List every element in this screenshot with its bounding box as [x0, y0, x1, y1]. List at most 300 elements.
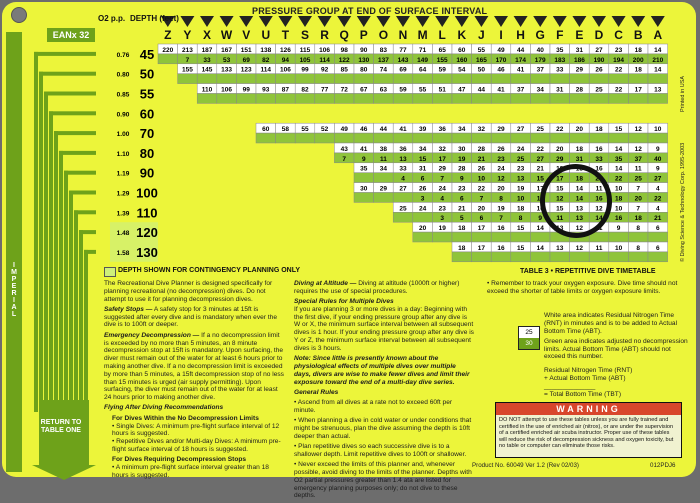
ndl-cell — [511, 74, 531, 84]
ndl-cell — [393, 212, 413, 222]
rnt-value: 14 — [575, 185, 584, 193]
column-arrow — [612, 16, 626, 27]
rnt-value: 33 — [556, 66, 564, 74]
rnt-value: 41 — [399, 126, 407, 134]
ndl-cell — [295, 133, 315, 143]
ndl-value: 10 — [516, 195, 525, 203]
rnt-value: 80 — [360, 66, 368, 74]
rnt-value: 16 — [595, 145, 603, 153]
ndl-cell — [589, 94, 609, 104]
rnt-value: 13 — [556, 244, 564, 252]
rnt-value: 25 — [399, 205, 407, 213]
ndl-value: 4 — [440, 195, 445, 203]
ndl-cell — [256, 94, 276, 104]
rnt-value: 114 — [260, 66, 272, 74]
ndl-value: 33 — [595, 155, 603, 163]
rnt-value: 15 — [516, 225, 525, 233]
ndl-cell — [511, 133, 531, 143]
rnt-value: 16 — [595, 165, 603, 173]
arrow-stripe-vertical — [39, 72, 43, 412]
ndl-cell — [374, 74, 394, 84]
rnt-value: 15 — [614, 126, 623, 134]
contingency-swatch — [104, 267, 116, 277]
column-arrow — [435, 16, 449, 27]
rnt-value: 22 — [614, 86, 623, 94]
ndl-value: 210 — [652, 56, 664, 64]
ndl-value: 13 — [516, 175, 525, 183]
ndl-value: 6 — [420, 175, 425, 183]
rnt-value: 36 — [399, 145, 407, 153]
ndl-value: 22 — [614, 175, 623, 183]
rnt-value: 20 — [575, 126, 584, 134]
rnt-value: 41 — [360, 145, 368, 153]
rnt-value: 31 — [556, 86, 564, 94]
column-arrow — [533, 16, 547, 27]
ndl-cell — [570, 133, 590, 143]
rnt-value: 9 — [616, 225, 621, 233]
pressure-group-letter: G — [535, 28, 545, 42]
rnt-value: 15 — [516, 244, 525, 252]
rnt-value: 14 — [654, 66, 662, 74]
rnt-value: 24 — [497, 165, 505, 173]
o2-value: 0.76 — [116, 51, 130, 59]
pressure-group-letter: T — [281, 28, 290, 42]
ndl-cell — [550, 133, 570, 143]
ndl-cell — [158, 54, 178, 64]
ndl-value: 10 — [477, 175, 486, 183]
ndl-cell — [628, 232, 648, 242]
rnt-value: 27 — [516, 126, 525, 134]
ndl-value: 29 — [556, 155, 564, 163]
ndl-value: 200 — [632, 56, 644, 64]
depth-value: 50 — [139, 66, 155, 82]
column-arrow — [200, 16, 214, 27]
arrow-stripe-vertical — [59, 151, 63, 412]
rnt-value: 46 — [360, 126, 368, 134]
ndl-cell — [354, 173, 374, 183]
ndl-cell — [393, 133, 413, 143]
ndl-value: 6 — [459, 195, 464, 203]
depth-value: 120 — [136, 225, 158, 241]
rnt-value: 123 — [240, 66, 252, 74]
ndl-cell — [628, 133, 648, 143]
contingency-note: DEPTH SHOWN FOR CONTINGENCY PLANNING ONLY — [118, 267, 301, 274]
ndl-cell — [472, 74, 492, 84]
ndl-cell — [452, 94, 472, 104]
ndl-cell — [472, 133, 492, 143]
ndl-value: 94 — [281, 56, 290, 64]
column-arrow — [631, 16, 645, 27]
ndl-cell — [530, 252, 550, 262]
rnt-value: 37 — [516, 86, 525, 94]
ndl-cell — [413, 74, 433, 84]
rnt-value: 93 — [262, 86, 270, 94]
rnt-value: 26 — [595, 66, 603, 74]
ndl-cell — [648, 94, 668, 104]
rnt-value: 19 — [556, 165, 564, 173]
rnt-value: 54 — [458, 66, 466, 74]
ndl-value: 21 — [654, 215, 662, 223]
arrow-stripe-vertical — [54, 131, 58, 412]
rnt-value: 19 — [438, 225, 446, 233]
rnt-value: 106 — [279, 66, 291, 74]
rnt-value: 55 — [477, 46, 486, 54]
ndl-value: 17 — [438, 155, 446, 163]
ndl-value: 14 — [595, 215, 603, 223]
rnt-value: 155 — [181, 66, 193, 74]
rnt-value: 41 — [497, 86, 505, 94]
ndl-value: 12 — [497, 175, 505, 183]
ndl-cell — [511, 232, 531, 242]
o2-value: 0.85 — [116, 91, 130, 99]
ndl-value: 16 — [614, 215, 623, 223]
rnt-value: 22 — [536, 145, 544, 153]
rnt-value: 10 — [614, 205, 623, 213]
text-column-1: The Recreational Dive Planner is designed specifically for planning recreational (no decompression) dives. Do not attempt to use it for planning decompression dives. Safety Stops — A safety stop for 3 minutes at 15ft is suggested after every dive and is mandatory when ever the dive is to 100ft or deeper. Emergency Decompression — If a no decompression limit is exceeded by no more than 5 minutes, an 8 minute decompression stop at 15ft is mandatory. Upon surfacing, the diver must remain out of the water for at least 6 hours prior to making another dive. If a no decompression limit is exceeded by more than 5 minutes, a 15ft decompression stop of no less than 15 minutes is urged (air supply permitting). Upon surfacing, the diver must remain out of the water for at least 24 hours prior to making another dive. Flying After Diving Recommendations For Dives Within the No Decompression Limits • Single Dives: A minimum pre-flight surface interval of 12 hours is suggested. • Repetitive Dives and/or Multi-day Dives: A minimum pre-flight surface interval of 18 hours is suggested. For Dives Requiring Decompression Stops • A minimum pre-flight surface interval greater than 18 hours is suggested. — [104, 280, 284, 479]
ndl-cell — [334, 74, 354, 84]
rnt-value: 6 — [655, 244, 660, 252]
o2-value: 1.19 — [116, 170, 130, 178]
pressure-group-letter: E — [575, 28, 584, 42]
ndl-cell — [236, 94, 256, 104]
rnt-value: 14 — [654, 46, 662, 54]
rnt-value: 43 — [340, 145, 348, 153]
rnt-value: 29 — [497, 126, 505, 134]
rnt-value: 26 — [477, 165, 486, 173]
ndl-value: 183 — [554, 56, 566, 64]
rnt-value: 13 — [575, 205, 584, 213]
arrow-stripe — [34, 52, 96, 56]
rnt-value: 20 — [418, 225, 427, 233]
ndl-cell — [511, 94, 531, 104]
return-arrow — [32, 400, 96, 480]
ndl-cell — [354, 94, 374, 104]
rnt-value: 39 — [418, 126, 427, 134]
ndl-cell — [609, 94, 629, 104]
ndl-cell — [491, 252, 511, 262]
pressure-group-letter: W — [220, 28, 233, 42]
rnt-value: 21 — [536, 165, 544, 173]
rnt-value: 99 — [301, 66, 309, 74]
rnt-value: 64 — [418, 66, 427, 74]
rnt-value: 26 — [418, 185, 427, 193]
pressure-group-letter: U — [261, 28, 271, 42]
o2-value: 1.00 — [116, 131, 130, 139]
o2-value: 0.90 — [116, 111, 130, 119]
ndl-value: 174 — [515, 56, 527, 64]
ndl-value: 69 — [242, 56, 250, 64]
ndl-cell — [374, 173, 394, 183]
rnt-value: 82 — [301, 86, 309, 94]
rnt-value: 67 — [360, 86, 368, 94]
rnt-value: 22 — [477, 185, 486, 193]
ndl-cell — [628, 74, 648, 84]
ndl-cell — [472, 94, 492, 104]
rnt-value: 106 — [221, 86, 233, 94]
rnt-value: 12 — [575, 244, 584, 252]
pressure-group-letter: A — [653, 28, 663, 42]
pressure-group-letter: Y — [183, 28, 192, 42]
rnt-value: 99 — [242, 86, 250, 94]
rnt-value: 9 — [655, 145, 660, 153]
ndl-cell — [197, 94, 217, 104]
ndl-cell — [628, 94, 648, 104]
ndl-cell — [374, 193, 394, 203]
rnt-value: 34 — [379, 165, 388, 173]
rnt-value: 92 — [320, 66, 329, 74]
rnt-value: 9 — [655, 165, 660, 173]
ndl-cell — [334, 133, 354, 143]
rnt-value: 85 — [340, 66, 348, 74]
table-title: TABLE 3 • REPETITIVE DIVE TIMETABLE — [520, 268, 656, 275]
column-arrow — [514, 16, 528, 27]
pressure-group-letter: L — [438, 28, 446, 42]
ndl-value: 3 — [420, 195, 425, 203]
ndl-value: 33 — [203, 56, 211, 64]
ndl-cell — [276, 94, 296, 104]
rnt-value: 77 — [399, 46, 407, 54]
rnt-value: 12 — [575, 225, 584, 233]
o2-value: 1.48 — [116, 230, 130, 238]
rnt-value: 11 — [595, 244, 603, 252]
pressure-group-letter: I — [499, 28, 503, 42]
ndl-value: 3 — [440, 215, 445, 223]
rnt-value: 7 — [636, 185, 641, 193]
rnt-value: 23 — [614, 46, 623, 54]
rnt-value: 16 — [497, 225, 505, 233]
ndl-cell — [550, 252, 570, 262]
ndl-cell — [491, 94, 511, 104]
ndl-cell — [236, 74, 256, 84]
ndl-cell — [472, 232, 492, 242]
arrow-stripe-vertical — [49, 111, 53, 412]
ndl-value: 15 — [536, 175, 544, 183]
rnt-value: 32 — [438, 145, 446, 153]
ndl-cell — [197, 74, 217, 84]
depth-value: 90 — [139, 165, 155, 181]
ndl-value: 143 — [397, 56, 409, 64]
ndl-value: 9 — [361, 155, 366, 163]
ndl-value: 19 — [458, 155, 466, 163]
depth-value: 55 — [139, 86, 155, 102]
arrow-stripe — [64, 171, 96, 175]
ndl-value: 11 — [379, 155, 387, 163]
ndl-cell — [354, 74, 374, 84]
rnt-value: 25 — [595, 86, 603, 94]
column-arrow — [572, 16, 586, 27]
rnt-value: 49 — [497, 46, 505, 54]
rnt-value: 167 — [221, 46, 233, 54]
pressure-group-letter: D — [594, 28, 604, 42]
rnt-value: 34 — [418, 145, 427, 153]
ndl-cell — [589, 133, 609, 143]
rnt-value: 21 — [458, 205, 466, 213]
ndl-cell — [276, 74, 296, 84]
ndl-value: 35 — [614, 155, 623, 163]
rnt-value: 34 — [536, 86, 544, 94]
rnt-value: 26 — [497, 145, 505, 153]
ndl-cell — [295, 74, 315, 84]
arrow-stripe-vertical — [79, 230, 83, 412]
copyright: © Diving Science & Technology Corp. 1995-2003 — [680, 142, 686, 262]
ndl-cell — [472, 252, 492, 262]
ndl-cell — [550, 94, 570, 104]
ndl-cell — [648, 133, 668, 143]
ndl-cell — [432, 133, 452, 143]
rnt-value: 14 — [614, 165, 623, 173]
ndl-cell — [491, 133, 511, 143]
ndl-cell — [589, 74, 609, 84]
rnt-value: 28 — [575, 86, 584, 94]
rnt-value: 20 — [477, 205, 486, 213]
pressure-group-letter: Z — [164, 28, 172, 42]
legend-text: White area indicates Residual Nitrogen Time (RNT) in minutes and is to be added to Actual Bottom Time (ABT). Green area indicates adjusted no decompression limits. Actual Bottom Time (ABT) should not exceed this number. Residual Nitrogen Time (RNT) + Actual Bottom Time (ABT) ______________ = Total Bottom Time (TBT) — [544, 312, 688, 398]
ndl-cell — [217, 94, 237, 104]
ndl-cell — [491, 74, 511, 84]
pressure-group-letter: F — [556, 28, 564, 42]
pressure-group-letter: X — [202, 28, 212, 42]
rnt-value: 37 — [536, 66, 544, 74]
ndl-cell — [452, 74, 472, 84]
rnt-value: 55 — [301, 126, 309, 134]
column-arrow — [455, 16, 469, 27]
text-column-2: Diving at Altitude — Diving at altitude (1000ft or higher) requires the use of special procedures. Special Rules for Multiple Dives If you are planning 3 or more dives in a day: Beginning with the first dive, if your ending pressure group after any dive is W or X, the minimum surface interval between all subsequent dives is 1 hour. If your ending pressure group after any dive is Y or Z, the minimum surface interval between all subsequent dives is 3 hours. Note: Since little is presently known about the physiological effects of multiple dives over multiple days, divers are wise to make fewer dives and limit their exposure toward the end of a multi-day dive series. General Rules • Ascend from all dives at a rate not to exceed 60ft per minute. • When planning a dive in cold water or under conditions that might be strenuous, plan the dive assuming the depth is 10ft deeper than actual. • Plan repetitive dives so each successive dive is to a shallower depth. Limit repetitive dives to 100ft or shallower. • Never exceed the limits of this planner and, whenever possible, avoid diving to the limits of the planner. Depths with O2 partial pressures greater than 1.4 ata are listed for emergency planning purposes only; do not dive to these depths. — [294, 280, 474, 500]
pressure-group-letter: R — [320, 28, 329, 42]
ndl-value: 27 — [654, 175, 662, 183]
rnt-value: 4 — [655, 205, 660, 213]
rnt-value: 25 — [536, 126, 544, 134]
pressure-group-letter: Q — [339, 28, 349, 42]
rnt-value: 27 — [399, 185, 407, 193]
arrow-stripe — [49, 111, 96, 115]
rnt-value: 65 — [438, 46, 446, 54]
ndl-cell — [413, 212, 433, 222]
ndl-value: 25 — [516, 155, 525, 163]
ndl-cell — [609, 232, 629, 242]
column-arrow — [474, 16, 488, 27]
ndl-cell — [609, 133, 629, 143]
rnt-value: 32 — [477, 126, 486, 134]
ndl-cell — [413, 94, 433, 104]
rnt-value: 14 — [536, 244, 544, 252]
rnt-value: 27 — [595, 46, 603, 54]
rnt-value: 17 — [634, 86, 642, 94]
rnt-value: 106 — [319, 46, 331, 54]
rnt-value: 24 — [516, 145, 525, 153]
rnt-value: 35 — [556, 46, 564, 54]
ndl-value: 11 — [536, 195, 544, 203]
ndl-cell — [648, 252, 668, 262]
ndl-cell — [393, 74, 413, 84]
depth-header: DEPTH (feet) — [130, 14, 179, 23]
ndl-cell — [530, 232, 550, 242]
rnt-value: 15 — [556, 205, 564, 213]
ndl-cell — [452, 232, 472, 242]
ndl-value: 149 — [417, 56, 429, 64]
rnt-value: 10 — [654, 126, 662, 134]
rnt-value: 59 — [438, 66, 446, 74]
depth-value: 110 — [136, 205, 158, 221]
rnt-value: 29 — [379, 185, 388, 193]
ndl-cell — [511, 252, 531, 262]
rnt-value: 220 — [162, 46, 174, 54]
ndl-cell — [432, 94, 452, 104]
ndl-value: 7 — [479, 195, 484, 203]
rnt-value: 31 — [418, 165, 427, 173]
rnt-value: 22 — [614, 66, 623, 74]
ndl-cell — [530, 74, 550, 84]
ndl-cell — [354, 133, 374, 143]
ndl-value: 9 — [459, 175, 464, 183]
rnt-value: 30 — [360, 185, 368, 193]
rnt-value: 28 — [477, 145, 486, 153]
rnt-value: 36 — [438, 126, 446, 134]
ndl-value: 7 — [440, 175, 445, 183]
ndl-cell — [413, 232, 433, 242]
depth-value: 100 — [136, 185, 158, 201]
rnt-value: 47 — [458, 86, 466, 94]
rnt-value: 18 — [575, 145, 584, 153]
rnt-value: 60 — [262, 126, 270, 134]
ndl-value: 21 — [477, 155, 486, 163]
rnt-value: 72 — [340, 86, 348, 94]
rnt-value: 18 — [458, 244, 466, 252]
column-arrow — [337, 16, 351, 27]
rnt-value: 23 — [438, 205, 446, 213]
rnt-value: 31 — [575, 46, 584, 54]
ndl-cell — [256, 133, 276, 143]
rnt-value: 145 — [201, 66, 213, 74]
ndl-value: 6 — [479, 215, 484, 223]
ndl-cell — [570, 252, 590, 262]
arrow-stripe — [59, 151, 96, 155]
rnt-value: 51 — [438, 86, 446, 94]
rnt-value: 8 — [636, 225, 641, 233]
ndl-cell — [648, 232, 668, 242]
ndl-cell — [315, 94, 335, 104]
rnt-value: 213 — [181, 46, 193, 54]
column-arrow — [239, 16, 253, 27]
rnt-value: 14 — [614, 145, 623, 153]
rnt-value: 13 — [556, 225, 564, 233]
rnt-value: 44 — [477, 86, 486, 94]
rnt-value: 18 — [575, 165, 584, 173]
depth-value: 80 — [139, 145, 155, 161]
rnt-value: 20 — [497, 185, 505, 193]
rnt-value: 98 — [340, 46, 348, 54]
arrow-stripe-vertical — [84, 250, 88, 412]
text-column-3: • Remember to track your oxygen exposure. Dive time should not exceed the shorter of table limits or oxygen exposure limits. — [487, 280, 678, 295]
ndl-cell — [648, 74, 668, 84]
ndl-value: 18 — [614, 195, 623, 203]
ndl-value: 114 — [319, 56, 330, 64]
rnt-value: 19 — [516, 185, 525, 193]
rnt-value: 18 — [458, 225, 466, 233]
ndl-cell — [393, 193, 413, 203]
rnt-value: 17 — [477, 244, 486, 252]
rnt-value: 18 — [634, 46, 642, 54]
rnt-value: 34 — [458, 126, 466, 134]
pressure-group-letter: H — [516, 28, 525, 42]
ndl-value: 13 — [575, 215, 584, 223]
ndl-value: 20 — [634, 195, 642, 203]
rnt-value: 83 — [379, 46, 388, 54]
rnt-value: 16 — [497, 244, 505, 252]
warning-header: WARNING — [496, 403, 681, 415]
rnt-value: 87 — [281, 86, 290, 94]
ndl-cell — [550, 74, 570, 84]
ndl-value: 16 — [595, 195, 603, 203]
